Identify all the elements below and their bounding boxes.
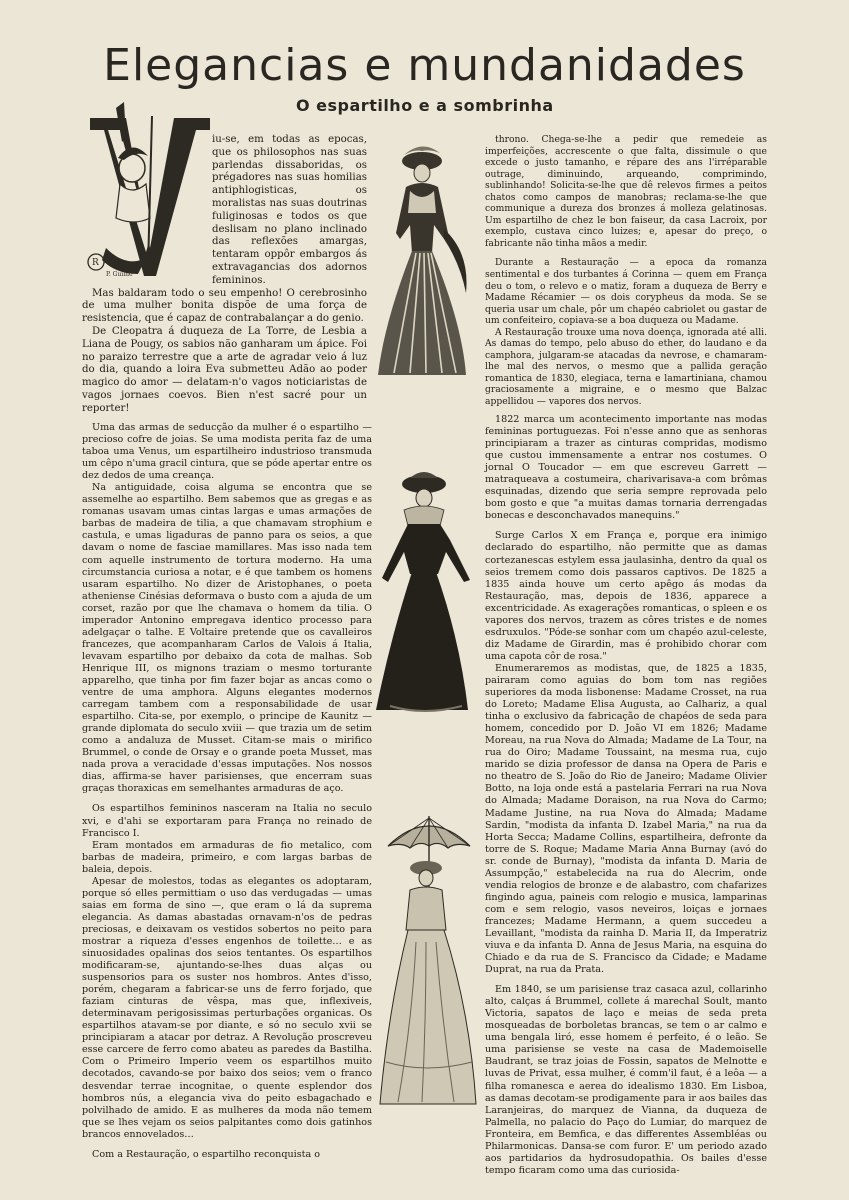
article-column-left-bottom [82, 422, 372, 1161]
fashion-figure-parasol [376, 812, 482, 1112]
article-paragraph: Enumeraremos as modistas, que, de 1825 a 1835, pairaram como aguias do bom tom nas regiões superiores da moda lisbonense: Madame Crosset, na rua do Loreto; Madame Elisa Augusta, ao Calhariz, a qual tinha o exclusivo da fabricação de chapéos de seda para homem, concedido por D. João VI em 1826; Madame Moreau, na rua Nova do Almada; Madame de La Tour, na rua do Oiro; Madame Toussaint, na mesma rua, cujo marido se dizia professor de dansa na Opera de Paris e no theatro de S. João do Rio de Janeiro; Madame Olivier Botto, na loja onde está a pastelaria Ferrari na rua Nova do Almada; Madame Doraison, na rua Nova do Carmo; Madame Justine, na rua Nova do Almada; Madame Sardin, "modista da infanta D. Izabel Maria," na rua da Horta Secca; Madame Collins, espartilheira, defronte da torre de S. Roque; Madame Maria Anna Burnay (avó do sr. conde de Burnay), "modista da infanta D. Maria de Assumpção," estabelecida na rua do Alecrim, onde vendia relogios de bronze e de alabastro, com chafarizes fingindo agua, paineis com relogio e musica, lamparinas com e sem relogio, vasos neveiros, loiças e jornaes francezes; Madame Hermann, a quem succedeu a Levaillant, "modista da rainha D. Maria II, da Imperatriz viuva e da infanta D. Anna de Jesus Maria, na esquina do Chiado e da rua de S. Francisco da Cidade; e Madame Duprat, na rua da Prata. [485, 662, 767, 976]
article-paragraph: A Restauração trouxe uma nova doença, ignorada até alli. As damas do tempo, pelo abuso do ether, do laudano e da camphora, julgaram-se atacadas da nevrose, e chamaram-lhe mal des nervos, o mesmo que a pallida geração romantica de 1830, elegiaca, terna e lamartiniana, chamou graciosamente a migraine, e o mesmo que Balzac appellidou — vapores dos nervos. [485, 326, 767, 408]
article-paragraph: Uma das armas de seducção da mulher é o espartilho — precioso cofre de joias. Se uma modista perita faz de uma taboa uma Venus, um espartilheiro industrioso transmuda um cêpo n'uma gracil cintura, que se póde apertar entre os dez dedos de uma creança. [82, 422, 372, 482]
article-paragraph: Eram montados em armaduras de fio metalico, com barbas de madeira, primeiro, e com largas barbas de baleia, depois. [82, 839, 372, 875]
article-subtitle: O espartilho e a sombrinha [296, 96, 554, 115]
article-paragraph: Mas baldaram todo o seu empenho! O cerebrosinho de uma mulher bonita dispõe de uma força de resistencia, que é capaz de contrabalançar a do genio. [82, 287, 367, 325]
article-paragraph: Em 1840, se um parisiense traz casaca azul, collarinho alto, calças á Brummel, collete á marechal Soult, manto Victoria, sapatos de laço e meias de seda preta mosqueadas de borboletas brancas, se tem o ar calmo e uma bengala liró, esse homem é perfeito, é o leão. Se uma parisiense se veste na casa de Mademoiselle Baudrant, se traz joias de Fossin, sapatos de Melnotte e luvas de Privat, essa mulher, é comm'il faut, é a leôa — a filha romanesca e aerea do idealismo 1830. Em Lisboa, as damas decotam-se prodigamente para ir aos bailes das Laranjeiras, do marquez de Vianna, da duqueza de Palmella, no palacio do Paço do Lumiar, do marquez de Fronteira, em Bemfica, e das differentes Assembléas ou Philarmonicas. Dansa-se com furor. E' um periodo azado aos partidarios da hydrosudopathia. Os bailes d'esse tempo ficaram como uma das curiosida- [485, 984, 767, 1176]
illustrator-signature: P. Guilhe [106, 271, 133, 278]
article-column-right-bottom [485, 414, 767, 1177]
initial-letter: V [146, 112, 147, 113]
article-column-right-top [485, 134, 767, 408]
fashion-figure-striped-dress [370, 143, 480, 383]
article-paragraph: iu-se, em todas as epocas, que os philosophos nas suas parlendas dissaboridas, os prégadores nas suas homilias antiphlogisticas, os moralistas nas suas doutrinas fuliginosas e todos os que deslisam no plano inclinado das reflexões amargas, tentaram oppôr embargos ás extravagancias dos adornos femininos. [212, 134, 367, 286]
svg-text:R: R [92, 258, 99, 268]
fashion-figure-dark-dress [370, 470, 480, 720]
article-paragraph: Durante a Restauração — a epoca da romanza sentimental e dos turbantes á Corinna — quem em França deu o tom, o relevo e o matiz, foram a duqueza de Berry e Madame Récamier — os dois corypheus da moda. Se se queria usar um chale, pôr um chapéo cabriolet ou gastar de um confeiteiro, copiava-se a boa duqueza ou Madame. [485, 257, 767, 327]
article-paragraph: 1822 marca um acontecimento importante nas modas femininas portuguezas. Foi n'esse anno que as senhoras principiaram a trazer as cinturas compridas, modismo que custou immensamente a entrar nos costumes. O jornal O Toucador — em que escreveu Garrett — matraqueava a costumeira, charivarisava-a com brômas esquinadas, dizendo que seria sempre reprovada pelo bom gosto e que "a muitas damas tornaria derrengadas bonecas e desconchavados manequins." [485, 414, 767, 522]
article-paragraph: throno. Chega-se-lhe a pedir que remedeie as imperfeições, accrescente o que falta, dissimule o que excede o justo tamanho, e répare des ans l'irréparable outrage, diminuindo, arqueando, comprimindo, sublinhando! Solicita-se-lhe que dê relevos firmes a peitos chatos como campos de manobras; reclama-se-lhe que communique a dureza dos bronzes á molleza gelatinosas. Um espartilho de chez le bon faiseur, da casa Lacroix, por exemplo, custava cinco luizes; e, apesar do preço, o fabricante não tinha mãos a medir. [485, 134, 767, 249]
article-paragraph: Surge Carlos X em França e, porque era inimigo declarado do espartilho, não permitte que as damas cortezanescas estylem essa jaulasinha, dentro da qual os seios tremem como dois passaros captivos. De 1825 a 1835 ainda houve um certo apêgo ás modas da Restauração, mas, depois de 1836, apparece a excentricidade. As exagerações romanticas, o spleen e os vapores dos nervos, trazem as côres tristes e de nomes esdruxulos. "Póde-se sonhar com um chapéo azul-celeste, diz Madame de Girardin, mas é prohibido chorar com uma capota côr de rosa." [485, 530, 767, 662]
page-title: Elegancias e mundanidades [103, 40, 746, 91]
article-column-left-top [82, 134, 367, 416]
article-paragraph: Apesar de molestos, todas as elegantes os adoptaram, porque só elles permittiam o uso das verdugadas — umas saias em forma de sino —, que eram o lá da suprema elegancia. As damas abastadas ornavam-n'os de pedras preciosas, e deixavam os vestidos sobertos no peito para mostrar a riqueza d'esses engenhos de toilette… e as sinuosidades opalinas dos seios tentantes. Os espartilhos modificaram-se, ajuntando-se-lhes duas alças ou suspensorios para os suster nos hombros. Antes d'isso, porém, chegaram a fabricar-se uns de ferro forjado, que faziam cinturas de vêspa, mas que, inflexiveis, determinavam perigosissimas perturbações organicas. Os espartilhos atavam-se por diante, e só no seculo xvii se principiaram a atacar por detraz. A Revolução proscreveu esse carcere de ferro como abateu as paredes da Bastilha. Com o Primeiro Imperio veem os espartilhos muito decotados, cavando-se por baixo dos seios; vem o franco desvendar terrae incognitae, o quente esplendor dos hombros nús, a elegancia viva do peito esbagachado e polvilhado de amido. E as mulheres da moda não temem que se lhes vejam os seios palpitantes como dois gatinhos brancos ennovelados… [82, 875, 372, 1140]
article-paragraph: Com a Restauração, o espartilho reconquista o [92, 1148, 321, 1160]
article-paragraph: De Cleopatra á duqueza de La Torre, de Lesbia a Liana de Pougy, os sabios não ganharam um ápice. Foi no paraizo terrestre que a arte de agradar veio á luz do dia, quando a loira Eva submetteu Adão ao poder magico do amor — delatam-n'o vagos noticiaristas de vagos jornaes coevos. Bien n'est sacré pour un reporter! [82, 325, 367, 414]
article-paragraph: Os espartilhos femininos nasceram na Italia no seculo xvi, e d'ahi se exportaram para França no reinado de Francisco I. [82, 803, 372, 839]
article-paragraph: Na antiguidade, coisa alguma se encontra que se assemelhe ao espartilho. Bem sabemos que as gregas e as romanas usavam umas cintas largas e umas armações de barbas de madeira de tilia, a que chamavam strophium e castula, e umas ligaduras de panno para os seios, a que davam o nome de fasciae mamillares. Mas isso nada tem com aquelle instrumento de tortura moderno. Ha uma circumstancia curiosa a notar, e é que tambem os homens usaram espartilho. No dizer de Aristophanes, o poeta atheniense Cinésias deformava o busto com a ajuda de um corset, razão por que lhe chamava o homem da tilia. O imperador Antonino empregava identico processo para adelgaçar o talhe. E Voltaire pretende que os cavalleiros francezes, que acompanharam Carlos de Valois á Italia, levavam espartilho por debaixo da cota de malhas. Sob Henrique III, os mignons traziam o mesmo torturante apparelho, que tinha por fim fazer bojar as ancas como o ventre de uma amphora. Alguns elegantes modernos carregam tambem com a responsabilidade de usar espartilho. Cita-se, por exemplo, o principe de Kaunitz — grande diplomata do seculo xviii — que trazia um de setim como a andaluza de Musset. Citam-se mais o mirifico Brummel, o conde de Orsay e o grande poeta Musset, mas nada prova a veracidade d'essas imputações. Nos nossos dias, affirma-se haver parisienses, que encerram suas graças thoraxicas em semelhantes armaduras de aço. [82, 482, 372, 795]
